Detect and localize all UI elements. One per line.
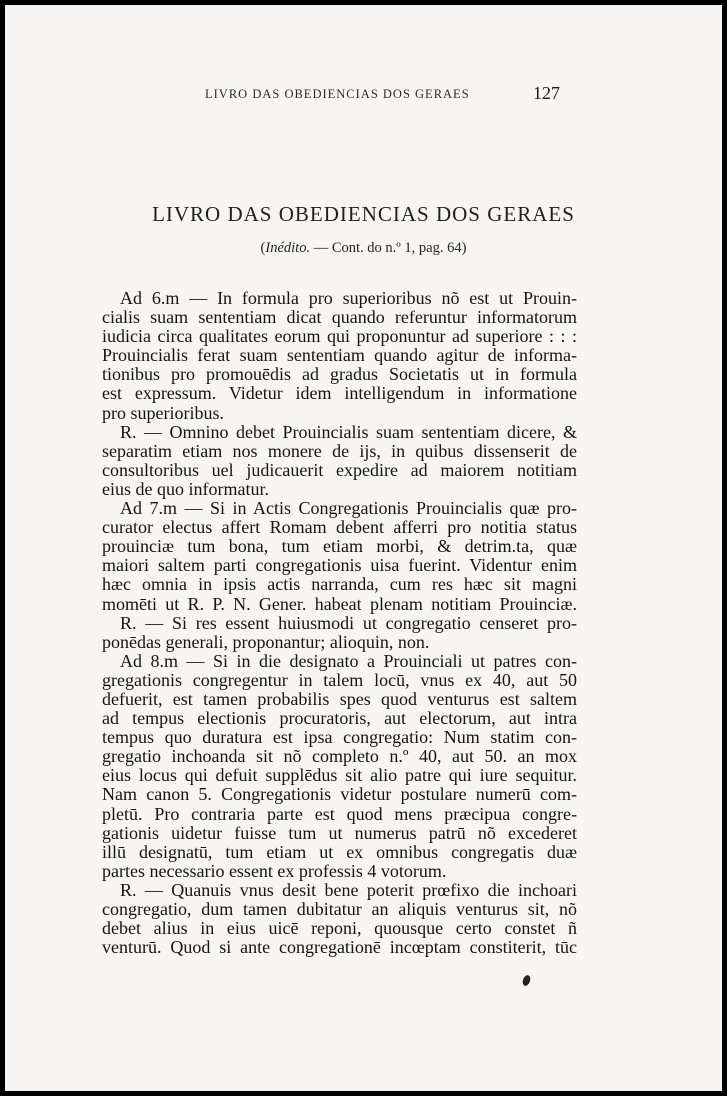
text-line: pro superioribus.: [102, 402, 224, 423]
text-line: tempus quo duratura est ipsa congregatio: Num statim con-: [102, 727, 577, 748]
text-line: hæc omnia in ipsis actis narranda, cum res hæc sit magni: [102, 574, 577, 595]
text-line: Nam canon 5. Congregationis videtur postulare numerū com-: [102, 784, 577, 805]
source-open-paren: (: [260, 240, 266, 256]
article-title: LIVRO DAS OBEDIENCIAS DOS GERAES: [152, 202, 575, 226]
page-number: 127: [533, 83, 560, 103]
running-header: [5, 83, 722, 105]
text-line: maiori saltem parti congregationis uisa fuerint. Videntur enim: [102, 555, 577, 576]
text-line: congregatio, dum tamen dubitatur an aliquis venturus sit, nõ: [102, 899, 577, 919]
text-line: cialis suam sententiam dicat quando referuntur informatorum: [102, 307, 577, 328]
text-line: R. — Si res essent huiusmodi ut congregatio censeret pro-: [120, 612, 577, 633]
body-text: [102, 289, 577, 957]
text-line: R. — Omnino debet Prouincialis suam sententiam dicere, &: [120, 421, 577, 442]
text-line: defuerit, est tamen probabilis spes quod venturus est saltem: [102, 688, 577, 709]
text-line: consultoribus uel judicauerit expedire ad maiorem notitiam: [102, 459, 577, 480]
running-title: LIVRO DAS OBEDIENCIAS DOS GERAES: [205, 87, 470, 101]
text-line: tionibus pro promouēdis ad gradus Societatis ut in formula: [102, 364, 577, 385]
text-line: Ad 7.m — Si in Actis Congregationis Prouincialis quæ pro-: [120, 498, 577, 519]
text-line: eius de quo informatur.: [102, 478, 269, 499]
text-line: est expressum. Videtur idem intelligendum in informatione: [102, 383, 577, 404]
text-line: debet alius in eius uicē reponi, quousque certo constet ñ: [102, 918, 577, 939]
text-line: partes necessario essent ex professis 4 votorum.: [102, 860, 447, 881]
text-line: R. — Quanuis vnus desit bene poterit prœfixo die inchoari: [120, 879, 577, 900]
source-italic: Inédito.: [265, 240, 311, 256]
text-line: iudicia circa qualitates eorum qui proponuntur ad superiore : : :: [102, 326, 577, 347]
source-rest: — Cont. do n.º 1, pag. 64): [310, 240, 467, 256]
text-line: pletū. Pro contraria parte est quod mens præcipua congre-: [102, 803, 577, 824]
text-line: gregationis congregentur in talem locū, vnus ex 40, aut 50: [102, 669, 577, 690]
text-line: Ad 8.m — Si in die designato a Prouinciali ut patres con-: [120, 650, 577, 671]
source-note: [5, 240, 722, 257]
page: [5, 5, 722, 1091]
text-line: ad tempus electionis procuratoris, aut electorum, aut intra: [102, 708, 577, 729]
text-line: illū designatū, tum etiam ut ex omnibus congregatis duæ: [102, 841, 577, 862]
text-line: eius locus qui defuit supplēdus sit alio patre qui iure sequitur.: [102, 765, 577, 786]
text-line: momēti ut R. P. N. Gener. habeat plenam notitiam Prouinciæ.: [102, 593, 577, 614]
text-line: gationis uidetur fuisse tum ut numerus patrū nõ excederet: [102, 822, 577, 843]
text-line: gregatio inchoanda sit nõ completo n.º 40, aut 50. an mox: [102, 746, 577, 767]
text-line: Prouincialis ferat suam sententiam quando agitur de informa-: [102, 345, 577, 366]
text-line: venturū. Quod si ante congregationē incœptam constiterit, tūc: [102, 937, 577, 958]
text-line: curator electus affert Romam debent afferri pro notitia status: [102, 517, 577, 538]
text-line: prouinciæ tum bona, tum etiam morbi, & detrim.ta, quæ: [102, 536, 577, 557]
text-line: Ad 6.m — In formula pro superioribus nõ est ut Prouin-: [120, 288, 577, 308]
text-line: separatim etiam nos monere de ijs, in quibus dissenserit de: [102, 440, 577, 461]
ink-speck: [521, 974, 531, 987]
text-line: ponēdas generali, proponantur; alioquin, non.: [102, 631, 430, 652]
